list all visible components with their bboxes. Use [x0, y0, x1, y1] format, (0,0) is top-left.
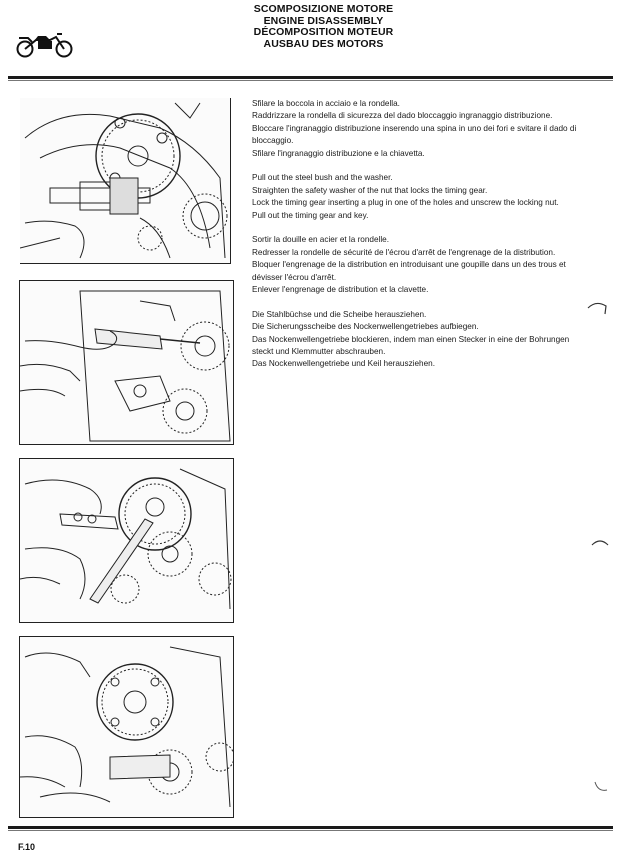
- header-rule: [8, 76, 613, 79]
- step-it-2: Raddrizzare la rondella di sicurezza del dado bloccaggio ingranaggio distribuzione.: [252, 111, 553, 121]
- margin-mark: [592, 778, 610, 794]
- footer-rule-thin: [8, 830, 613, 831]
- title-french: DÉCOMPOSITION MOTEUR: [253, 26, 394, 38]
- footer-rule: [8, 826, 613, 829]
- instructions-french: [252, 234, 582, 296]
- step-it-1: Sfilare la boccola in acciaio e la rondella.: [252, 99, 400, 108]
- header-rule-thin: [8, 80, 613, 81]
- figure-2-safety-washer: [19, 280, 234, 445]
- page-header: [0, 4, 617, 50]
- figure-1-bush-removal: [20, 98, 231, 264]
- engine-illustration-3: [20, 459, 233, 622]
- step-en-1: Pull out the steel bush and the washer.: [252, 173, 393, 183]
- step-de-1: Die Stahlbüchse und die Scheibe herausziehen.: [252, 309, 427, 319]
- figure-3-gear-lock: [19, 458, 234, 623]
- engine-illustration-4: [20, 637, 233, 817]
- title-italian: SCOMPOSIZIONE MOTORE: [253, 3, 394, 15]
- title-english: ENGINE DISASSEMBLY: [263, 14, 384, 27]
- margin-mark: [586, 298, 608, 316]
- step-fr-2: Redresser la rondelle de sécurité de l'écrou d'arrêt de l'engrenage de la distribution.: [252, 247, 556, 257]
- instructions-english: [252, 172, 582, 222]
- step-fr-4: Enlever l'engrenage de distribution et la clavette.: [252, 285, 429, 295]
- figure-4-gear-removal: [19, 636, 234, 818]
- engine-illustration-1: [20, 98, 230, 263]
- step-de-3: Das Nockenwellengetriebe blockieren, indem man einen Stecker in eine der Bohrungen steckt und Klemmutter abschrauben.: [252, 334, 570, 357]
- margin-mark: [590, 535, 610, 551]
- step-de-4: Das Nockenwellengetriebe und Keil herausziehen.: [252, 359, 435, 369]
- step-en-4: Pull out the timing gear and key.: [252, 210, 369, 220]
- step-en-2: Straighten the safety washer of the nut that locks the timing gear.: [252, 185, 488, 195]
- page-number: F.10: [18, 842, 36, 852]
- instructions-italian: [252, 98, 582, 160]
- engine-illustration-2: [20, 281, 233, 444]
- step-fr-3: Bloquer l'engrenage de la distribution en introduisant une goupille dans un des trous et dévisser l'écrou d'arrêt.: [252, 260, 566, 282]
- step-it-3: Bloccare l'ingranaggio distribuzione inserendo una spina in uno dei fori e svitare il dado di bloccaggio.: [252, 123, 577, 146]
- step-it-4: Sfilare l'ingranaggio distribuzione e la chiavetta.: [252, 148, 425, 158]
- step-de-2: Die Sicherungsscheibe des Nockenwellengetriebes aufbiegen.: [252, 322, 479, 332]
- instructions-german: [252, 309, 582, 371]
- title-german: AUSBAU DES MOTORS: [263, 37, 384, 50]
- step-en-3: Lock the timing gear inserting a plug in one of the holes and unscrew the locking nut.: [252, 198, 559, 208]
- motorcycle-logo-icon: [16, 32, 74, 58]
- step-fr-1: Sortir la douille en acier et la rondelle.: [252, 235, 389, 245]
- instructions-block: [252, 98, 582, 383]
